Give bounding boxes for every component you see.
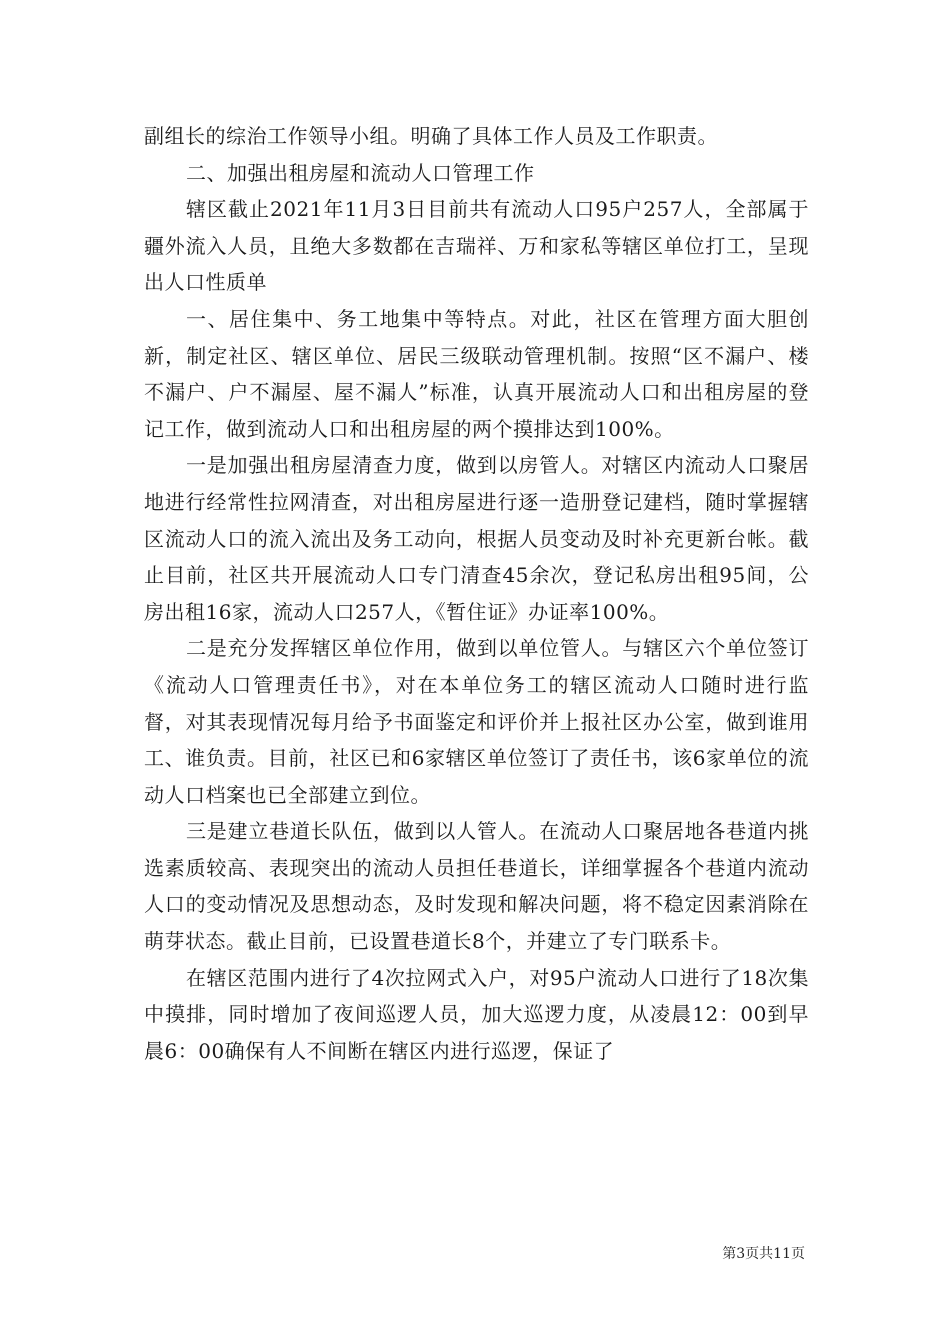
paragraph-3: 辖区截止2021年11月3日目前共有流动人口95户257人，全部属于疆外流入人员，且绝大多数都在吉瑞祥、万和家私等辖区单位打工，呈现出人口性质单	[144, 197, 809, 295]
section-heading-2: 二、加强出租房屋和流动人口管理工作	[186, 160, 535, 185]
paragraph-7: 三是建立巷道长队伍，做到以人管人。在流动人口聚居地各巷道内挑选素质较高、表现突出的流动人员担任巷道长，详细掌握各个巷道内流动人口的变动情况及思想动态，及时发现和解决问题，将不稳定因素消除在萌芽状态。截止目前，已设置巷道长8个，并建立了专门联系卡。	[144, 819, 809, 954]
document-body	[144, 118, 809, 1069]
paragraph-5: 一是加强出租房屋清查力度，做到以房管人。对辖区内流动人口聚居地进行经常性拉网清查，对出租房屋进行逐一造册登记建档，随时掌握辖区流动人口的流入流出及务工动向，根据人员变动及时补充更新台帐。截止目前，社区共开展流动人口专门清查45余次，登记私房出租95间，公房出租16家，流动人口257人，《暂住证》办证率100%。	[144, 453, 809, 624]
paragraph-1: 副组长的综治工作领导小组。明确了具体工作人员及工作职责。	[144, 124, 718, 148]
page-number-footer: 第3页共11页	[722, 1246, 805, 1262]
paragraph-6: 二是充分发挥辖区单位作用，做到以单位管人。与辖区六个单位签订《流动人口管理责任书》，对在本单位务工的辖区流动人口随时进行监督，对其表现情况每月给予书面鉴定和评价并上报社区办公室，做到谁用工、谁负责。目前，社区已和6家辖区单位签订了责任书，该6家单位的流动人口档案也已全部建立到位。	[144, 636, 809, 807]
paragraph-8: 在辖区范围内进行了4次拉网式入户，对95户流动人口进行了18次集中摸排，同时增加了夜间巡逻人员，加大巡逻力度，从凌晨12：00到早晨6：00确保有人不间断在辖区内进行巡逻，保证了	[144, 965, 809, 1063]
paragraph-4: 一、居住集中、务工地集中等特点。对此，社区在管理方面大胆创新，制定社区、辖区单位、居民三级联动管理机制。按照“区不漏户、楼不漏户、户不漏屋、屋不漏人”标准，认真开展流动人口和出租房屋的登记工作，做到流动人口和出租房屋的两个摸排达到100%。	[144, 306, 809, 441]
